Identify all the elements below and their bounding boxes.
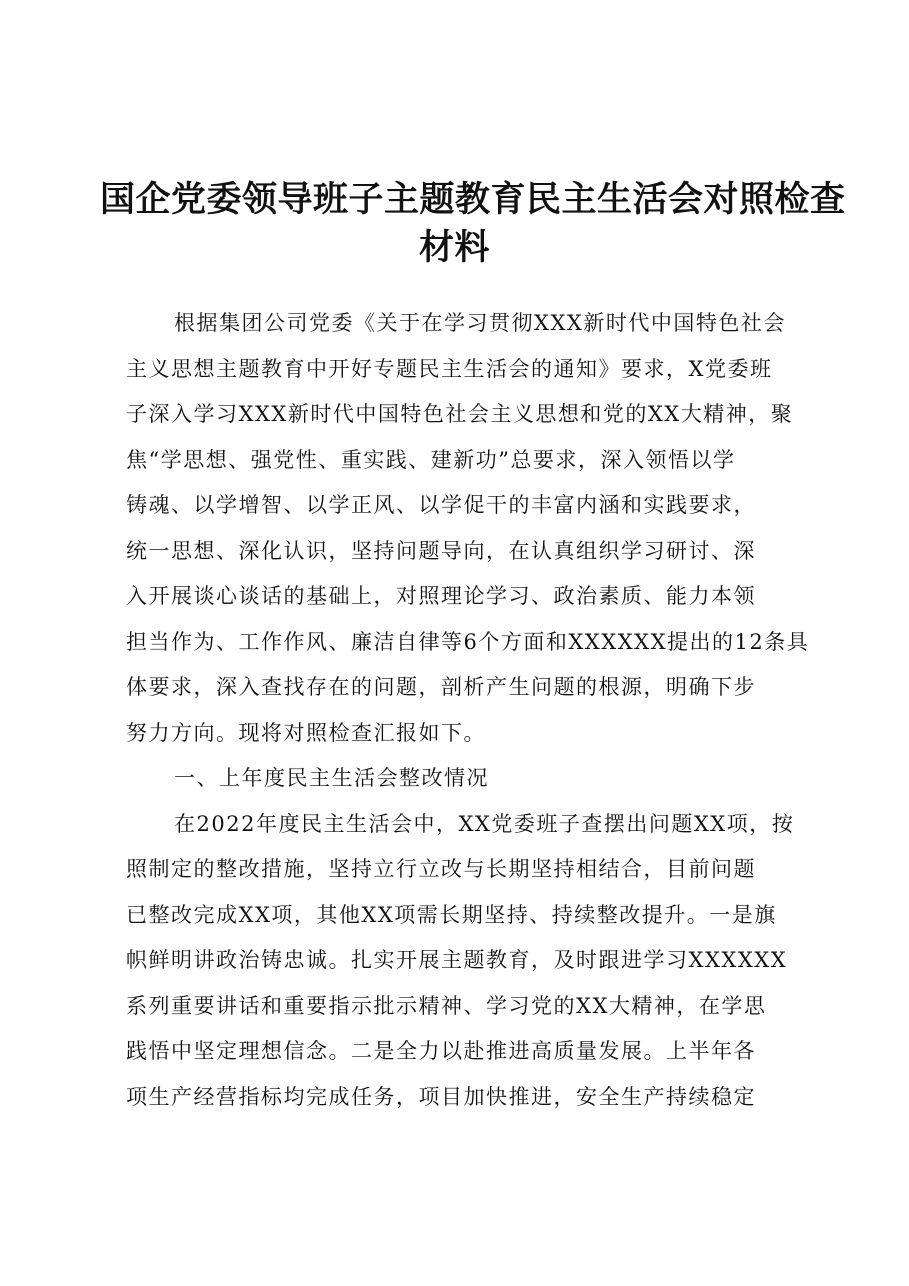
title-line-1: 国企党委领导班子主题教育民主生活会对照检查 bbox=[100, 179, 846, 220]
text-line: 担当作为、工作作风、廉洁自律等6个方面和XXXXXX提出的12条具 bbox=[126, 629, 810, 654]
text-line: 帜鲜明讲政治铸忠诚。扎实开展主题教育，及时跟进学习XXXXXX bbox=[126, 948, 788, 972]
text-line: 子深入学习XXX新时代中国特色社会主义思想和党的XX大精神，聚 bbox=[126, 402, 794, 426]
text-line: 统一思想、深化认识，坚持问题导向，在认真组织学习研讨、深 bbox=[126, 538, 756, 563]
paragraph-rectification bbox=[126, 802, 826, 1121]
paragraph-intro bbox=[126, 301, 826, 756]
section-heading bbox=[126, 756, 826, 802]
text-line: 主义思想主题教育中开好专题民主生活会的通知》要求，X党委班 bbox=[126, 356, 773, 381]
document-body bbox=[126, 301, 826, 1120]
text-line: 体要求，深入查找存在的问题，剖析产生问题的根源，明确下步 bbox=[126, 675, 756, 699]
text-line: 努力方向。现将对照检查汇报如下。 bbox=[126, 720, 486, 745]
text-line: 铸魂、以学增智、以学正风、以学促干的丰富内涵和实践要求， bbox=[126, 493, 756, 517]
title-line-2: 材料 bbox=[418, 227, 490, 268]
text-line: 项生产经营指标均完成任务，项目加快推进，安全生产持续稳定 bbox=[126, 1084, 756, 1109]
text-line: 根据集团公司党委《关于在学习贯彻XXX新时代中国特色社会 bbox=[174, 311, 786, 335]
text-line: 践悟中坚定理想信念。二是全力以赴推进高质量发展。上半年各 bbox=[126, 1039, 756, 1063]
document-title bbox=[100, 176, 846, 272]
text-line: 系列重要讲话和重要指示批示精神、学习党的XX大精神，在学思 bbox=[126, 993, 767, 1018]
text-line: 入开展谈心谈话的基础上，对照理论学习、政治素质、能力本领 bbox=[126, 584, 756, 608]
text-line: 已整改完成XX项，其他XX项需长期坚持、持续整改提升。一是旗 bbox=[126, 902, 777, 927]
text-line: 在2022年度民主生活会中，XX党委班子查摆出问题XX项，按 bbox=[174, 811, 795, 836]
text-line: 照制定的整改措施，坚持立行立改与长期坚持相结合，目前问题 bbox=[126, 857, 756, 881]
section-heading-text: 一、上年度民主生活会整改情况 bbox=[174, 766, 489, 790]
text-line: 焦“学思想、强党性、重实践、建新功”总要求，深入领悟以学 bbox=[126, 447, 736, 472]
